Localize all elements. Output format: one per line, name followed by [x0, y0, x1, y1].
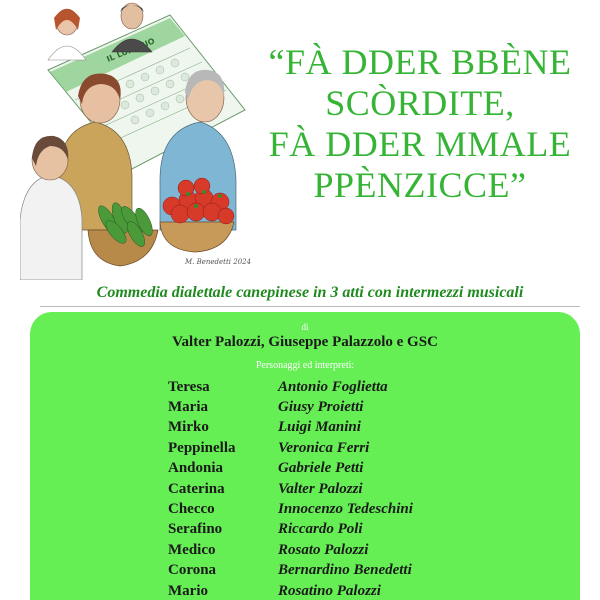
play-subtitle: Commedia dialettale canepinese in 3 atti con intermezzi musicali — [96, 284, 524, 301]
illustration-signature: M. Benedetti 2024 — [185, 258, 252, 266]
title-line-4: PPÈNZICCE” — [313, 165, 527, 205]
divider — [40, 306, 580, 307]
cast-row — [168, 438, 468, 458]
cast-actor: Innocenzo Tedeschini — [278, 501, 413, 518]
cast-role: Peppinella — [168, 439, 236, 456]
cast-actor: Valter Palozzi — [278, 480, 363, 497]
cast-row — [168, 479, 468, 499]
cast-actor: Bernardino Benedetti — [278, 562, 412, 579]
cast-actor: Veronica Ferri — [278, 439, 370, 456]
cast-role: Medico — [168, 541, 216, 558]
cast-list — [168, 377, 468, 600]
cast-actor: Giusy Proietti — [278, 399, 364, 416]
credits-di: di — [301, 322, 309, 332]
cast-row — [168, 561, 468, 581]
title-line-1: “FÀ DDER BBÈNE — [268, 42, 572, 82]
cast-role: Serafino — [168, 521, 223, 538]
cast-actor: Rosato Palozzi — [278, 541, 369, 558]
cast-actor: Rosatino Palozzi — [278, 582, 381, 599]
cast-row — [168, 397, 468, 417]
cast-row — [168, 520, 468, 540]
title-line-2: SCÒRDITE, — [325, 83, 515, 123]
poster-illustration — [20, 0, 250, 280]
cast-actor: Gabriele Petti — [278, 460, 364, 477]
cast-row — [168, 418, 468, 438]
cast-role: Teresa — [168, 378, 210, 395]
cast-role: Maria — [168, 399, 208, 416]
play-title — [240, 42, 600, 206]
credits-authors: Valter Palozzi, Giuseppe Palazzolo e GSC — [172, 334, 438, 350]
cucumber-basket — [88, 201, 158, 266]
cast-role: Mirko — [168, 419, 209, 436]
cast-actor: Riccardo Poli — [278, 521, 363, 538]
cast-row — [168, 540, 468, 560]
credits-personaggi-label: Personaggi ed interpreti: — [255, 360, 355, 371]
cast-row — [168, 581, 468, 600]
cast-row — [168, 459, 468, 479]
cast-row — [168, 377, 468, 397]
cast-role: Caterina — [168, 480, 225, 497]
cast-row — [168, 499, 468, 519]
cast-actor: Antonio Foglietta — [278, 378, 388, 395]
cast-actor: Luigi Manini — [278, 419, 361, 436]
calendar-label: IL — [105, 52, 117, 64]
cast-role: Andonia — [168, 460, 224, 477]
cast-role: Corona — [168, 562, 217, 579]
cast-role: Checco — [168, 501, 215, 518]
figure-girl — [48, 9, 86, 60]
cast-role: Mario — [168, 582, 208, 599]
title-line-3: FÀ DDER MMALE — [268, 124, 572, 164]
